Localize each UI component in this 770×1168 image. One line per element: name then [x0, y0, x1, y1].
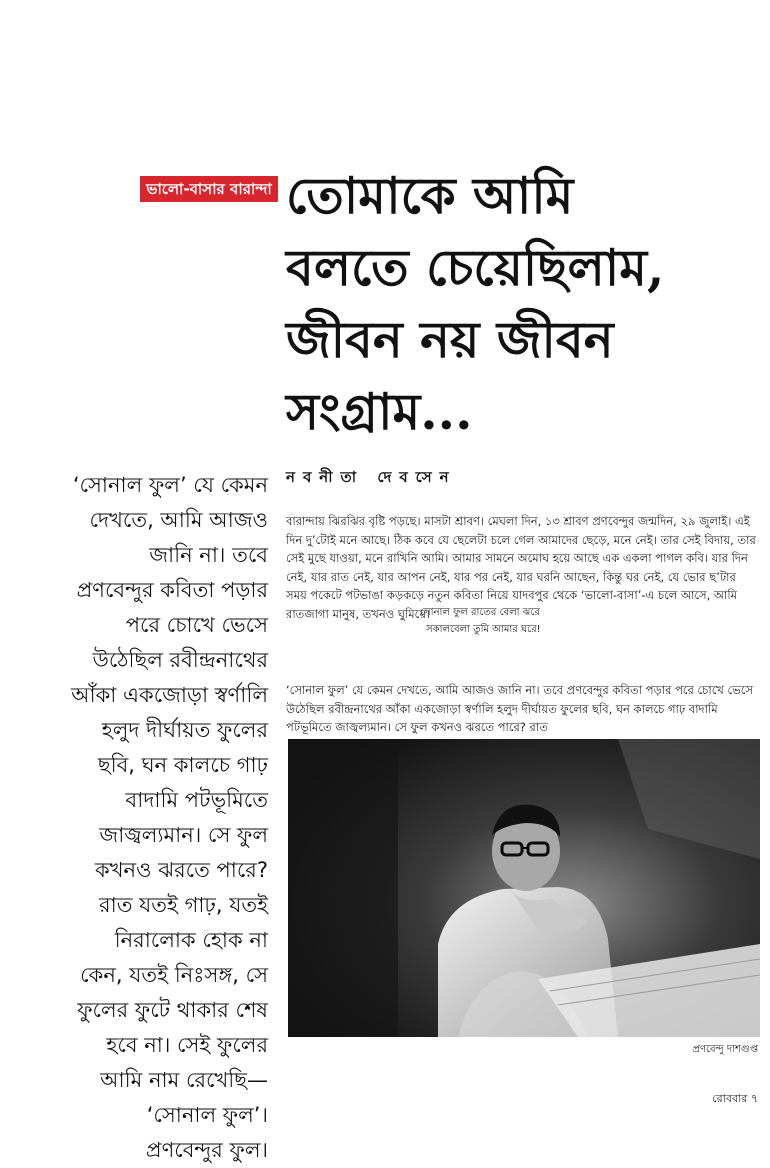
poem-line: সকালবেলা তুমি আমার ঘরে!: [426, 624, 541, 635]
body-paragraph: ‘সোনাল ফুল’ যে কেমন দেখতে, আমি আজও জানি না। তবে প্রণবেন্দুর কবিতা পড়ার পরে চোখে ভেসে উঠেছিল রবীন্দ্রনাথের আঁকা একজোড়া স্বর্ণালি হলুদ দীর্ঘায়ত ফুলের ছবি, ঘন কালচে গাঢ় বাদামি পটভূমিতে জাজ্বল্যমান। সে ফুল কখনও ঝরতে পারে? রাত: [286, 683, 753, 734]
pull-quote-line: কেন, যতই নিঃসঙ্গ, সে: [80, 963, 268, 987]
pull-quote-line: হবে না। সেই ফুলের: [106, 1033, 268, 1057]
headline: [286, 160, 756, 448]
pull-quote-line: প্রণবেন্দুর কবিতা পড়ার: [76, 578, 268, 602]
pull-quote-line: রাত যতই গাঢ়, যতই: [99, 893, 268, 917]
pull-quote-line: কখনও ঝরতে পারে?: [95, 858, 268, 882]
headline-line: সংগ্রাম...: [286, 382, 473, 441]
pull-quote-line: পরে চোখে ভেসে: [125, 613, 268, 637]
headline-line: তোমাকে আমি: [286, 166, 574, 225]
pull-quote-line: ‘সোনাল ফুল’ যে কেমন: [72, 473, 268, 497]
pull-quote-line: প্রণবেন্দুর ফুল।: [145, 1138, 268, 1162]
headline-line: জীবন নয় জীবন: [286, 310, 614, 369]
pull-quote-line: আঁকা একজোড়া স্বর্ণালি: [71, 683, 268, 707]
pull-quote-line: ফুলের ফুটে থাকার শেষ: [77, 998, 268, 1022]
pull-quote-line: নিরালোক হোক না: [114, 928, 268, 952]
page-number: রোববার ৭: [712, 1092, 758, 1105]
poem: [420, 604, 660, 638]
pull-quote-line: আমি নাম রেখেছি—: [100, 1068, 268, 1092]
intro-paragraph: বারান্দায় ঝিরঝির বৃষ্টি পড়ছে। মাসটা শ্রাবণ। মেঘলা দিন, ১৩ শ্রাবণ প্রণবেন্দুর জন্মদিন, ২৯ জুলাই। এই দিন দু’টোই মনে আছে। ঠিক কবে যে ছেলেটা চলে গেল আমাদের ছেড়ে, মনে নেই। তার সেই বিদায়, তার সেই মুছে যাওয়া, মনে রাখিনি আমি। আমার সামনে অমোঘ হয়ে আছে এক একলা পাগল কবি। যার দিন নেই, যার রাত নেই, যার আপন নেই, যার পর নেই, যার ঘরনি আছেন, কিন্তু ঘর নেই, যে ভোর ছ’টার সময় পকেটে পটভাঙা কড়কড়ে নতুন কবিতা নিয়ে যাদবপুর থেকে ‘ভালো-বাসা’-এ চলে আসে, আমি রাতজাগা মানুষ, তখনও ঘুমিয়ে।: [286, 514, 756, 621]
author-name: নবনীতা দেবসেন: [286, 468, 457, 486]
pull-quote-line: দেখতে, আমি আজও: [89, 508, 268, 532]
section-tag: ভালো-বাসার বারান্দা: [140, 176, 278, 202]
pull-quote-line: ‘সোনাল ফুল’।: [146, 1103, 268, 1127]
photo-caption: প্রণবেন্দু দাশগুপ্ত: [692, 1044, 758, 1055]
pull-quote-line: বাদামি পটভূমিতে: [125, 788, 268, 812]
pull-quote-line: ছবি, ঘন কালচে গাঢ়: [97, 753, 268, 777]
pull-quote-line: জাজ্বল্যমান। সে ফুল: [99, 823, 268, 847]
poem-line: সোনাল ফুল রাতের বেলা ঝরে: [420, 607, 540, 618]
pull-quote-line: জানি না। তবে: [149, 543, 268, 567]
pull-quote-line: হলুদ দীর্ঘায়ত ফুলের: [101, 718, 268, 742]
poet-photo-illustration: [288, 739, 760, 1037]
pull-quote: [16, 468, 268, 1168]
poet-photo: [288, 739, 760, 1037]
headline-line: বলতে চেয়েছিলাম,: [286, 238, 665, 297]
pull-quote-line: উঠেছিল রবীন্দ্রনাথের: [92, 648, 268, 672]
